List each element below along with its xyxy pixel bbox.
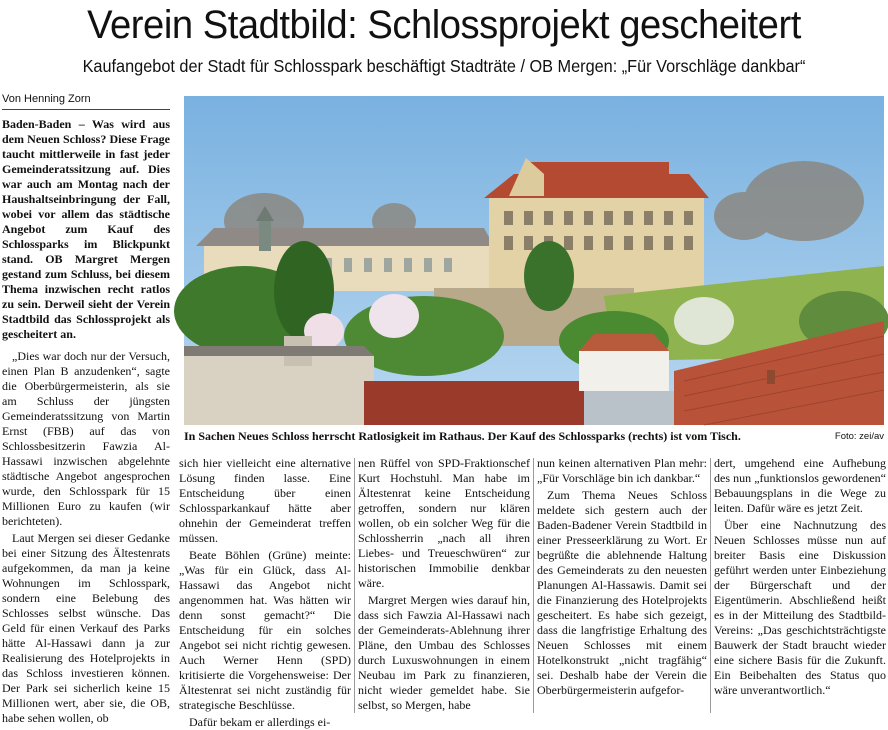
lead-paragraph xyxy=(2,117,170,342)
castle-photo xyxy=(184,96,884,425)
col3-paragraph-1: nun keinen alternativen Plan mehr: „Für Vorschläge bin ich dankbar.“ xyxy=(537,456,707,485)
chimney xyxy=(767,370,775,384)
headline: Verein Stadtbild: Schlossprojekt gescheitert xyxy=(87,3,801,47)
column-rule xyxy=(533,458,534,713)
castle-photo-drawing xyxy=(184,96,884,425)
left-paragraph-1: „Dies war doch nur der Versuch, einen Plan B anzudenken“, sagte die Oberbürgermeisterin, als sie am Schluss der jüngsten Gemeinderatssitzung von Martin Ernst (FBB) auf das von Schlossbesitzerin Fawzia Al-Hassawi inzwischen abgelehnte städtische Angebot angesprochen wurde, den Schlosspark für 15 Millionen Euro zu kaufen (wir berichteten). xyxy=(2,349,170,528)
photo-credit: Foto: zei/av xyxy=(834,431,884,442)
col1-paragraph-1: sich hier vielleicht eine alternative Lösung finden lasse. Eine Entscheidung über einen Schlossparkankauf hätte aber ohnehin der Gemeinderat treffen müssen. xyxy=(179,456,351,545)
article-column-4 xyxy=(714,456,886,713)
col1-paragraph-2: Beate Böhlen (Grüne) meinte: „Was für ein Glück, dass Al-Hassawi das Angebot nicht angenommen hat. Was hätten wir denn sonst gemacht?“ Die Entscheidung für ein solches Angebot sei nicht richtig gewesen. Auch Werner Henn (SPD) kritisierte die Vorgehensweise: Der Ältestenrat sei nicht zuständig für strategische Beschlüsse. xyxy=(179,548,351,712)
column-rule xyxy=(710,458,711,713)
col2-paragraph-2: Margret Mergen wies darauf hin, dass sich Fawzia Al-Hassawi nach der Gemeinderats-Ablehnung ihrer Pläne, den Umbau des Schlosses durch Luxuswohnungen in einem Neubau im Park zu finanzieren, nicht wieder gemeldet habe. Sie selbst, so Mergen, habe xyxy=(358,593,530,712)
col4-paragraph-2: Über eine Nachnutzung des Neuen Schlosses müsse nun auf breiter Basis eine Diskussion geführt werden unter Einbeziehung der Bürgerschaft und der Eigentümerin. Abschließend heißt es in der Mitteilung des Stadtbild-Vereins: „Das geschichtsträchtigste Bauwerk der Stadt braucht wieder eine sichere Basis für die Zukunft. Ein Beibehalten des Status quo wäre unverantwortlich.“ xyxy=(714,518,886,697)
lead-text: Baden-Baden – Was wird aus dem Neuen Schloss? Diese Frage taucht mittlerweile in fast jeder Gemeinderatssitzung auf. Dies war auch am Montag nach der Haushaltseinbringung der Fall, wobei vor allem das städtische Angebot zum Kauf des Schlossparks im Blickpunkt stand. OB Margret Mergen gestand zum Schluss, bei diesem Thema inzwischen recht ratlos zu sein. Derweil sieht der Verein Stadtbild das Schlossprojekt als gescheitert an. xyxy=(2,117,170,341)
col4-paragraph-1: dert, umgehend eine Aufhebung des nun „funktionslos gewordenen“ Bebauungsplans in die Wege zu leiten. Dafür wäre es jetzt Zeit. xyxy=(714,456,886,515)
col1-paragraph-3: Dafür bekam er allerdings ei- xyxy=(189,715,331,729)
subheadline: Kaufangebot der Stadt für Schlosspark beschäftigt Stadträte / OB Mergen: „Für Vorschläge dankbar“ xyxy=(82,56,806,76)
photo-caption: In Sachen Neues Schloss herrscht Ratlosigkeit im Rathaus. Der Kauf des Schlossparks (rechts) ist vom Tisch. xyxy=(184,429,741,443)
col3-paragraph-2: Zum Thema Neues Schloss meldete sich gestern auch der Baden-Badener Verein Stadtbild in einer Presseerklärung zu Wort. Er begrüßte die ablehnende Haltung des Gemeinderats zu den neuesten Planungen Al-Hassawis. Damit sei die Finanzierung des Hotelprojekts gescheitert. Es habe sich gezeigt, dass die langfristige Erhaltung des Neuen Schlosses mit einem Hotelkonstrukt „nicht tragfähig“ sei. Deshalb habe der Verein die Oberbürgermeisterin aufgefor- xyxy=(537,488,707,697)
article-column-2 xyxy=(358,456,530,713)
col2-paragraph-1: nen Rüffel von SPD-Fraktionschef Kurt Hochstuhl. Man habe im Ältestenrat keine Entscheidung getroffen, sondern nur klären wollen, ob ein solcher Weg für die Schlossherrin „nach all ihren Liebes- und Treueschwüren“ zur historischen Immobilie denkbar wäre. xyxy=(358,456,530,590)
left-paragraph-2: Laut Mergen sei dieser Gedanke bei einer Sitzung des Ältestenrats aufgekommen, da man ja keine Wohnungen im Schlosspark, sondern eine Belebung des Schlosses selbst wünsche. Das Geld für einen Verkauf des Parks hätte Al-Hassawi dann ja zur Realisierung des Hotelprojekts in das Schloss investieren können. Der Park sei sicherlich keine 15 Millionen wert, aber sie, die OB, habe sehen wollen, ob xyxy=(2,531,170,725)
article-column-1 xyxy=(179,456,351,729)
left-column xyxy=(2,349,170,726)
neues-schloss xyxy=(484,158,709,306)
article-column-3 xyxy=(537,456,707,713)
byline: Von Henning Zorn xyxy=(2,92,170,110)
column-rule xyxy=(354,458,355,713)
